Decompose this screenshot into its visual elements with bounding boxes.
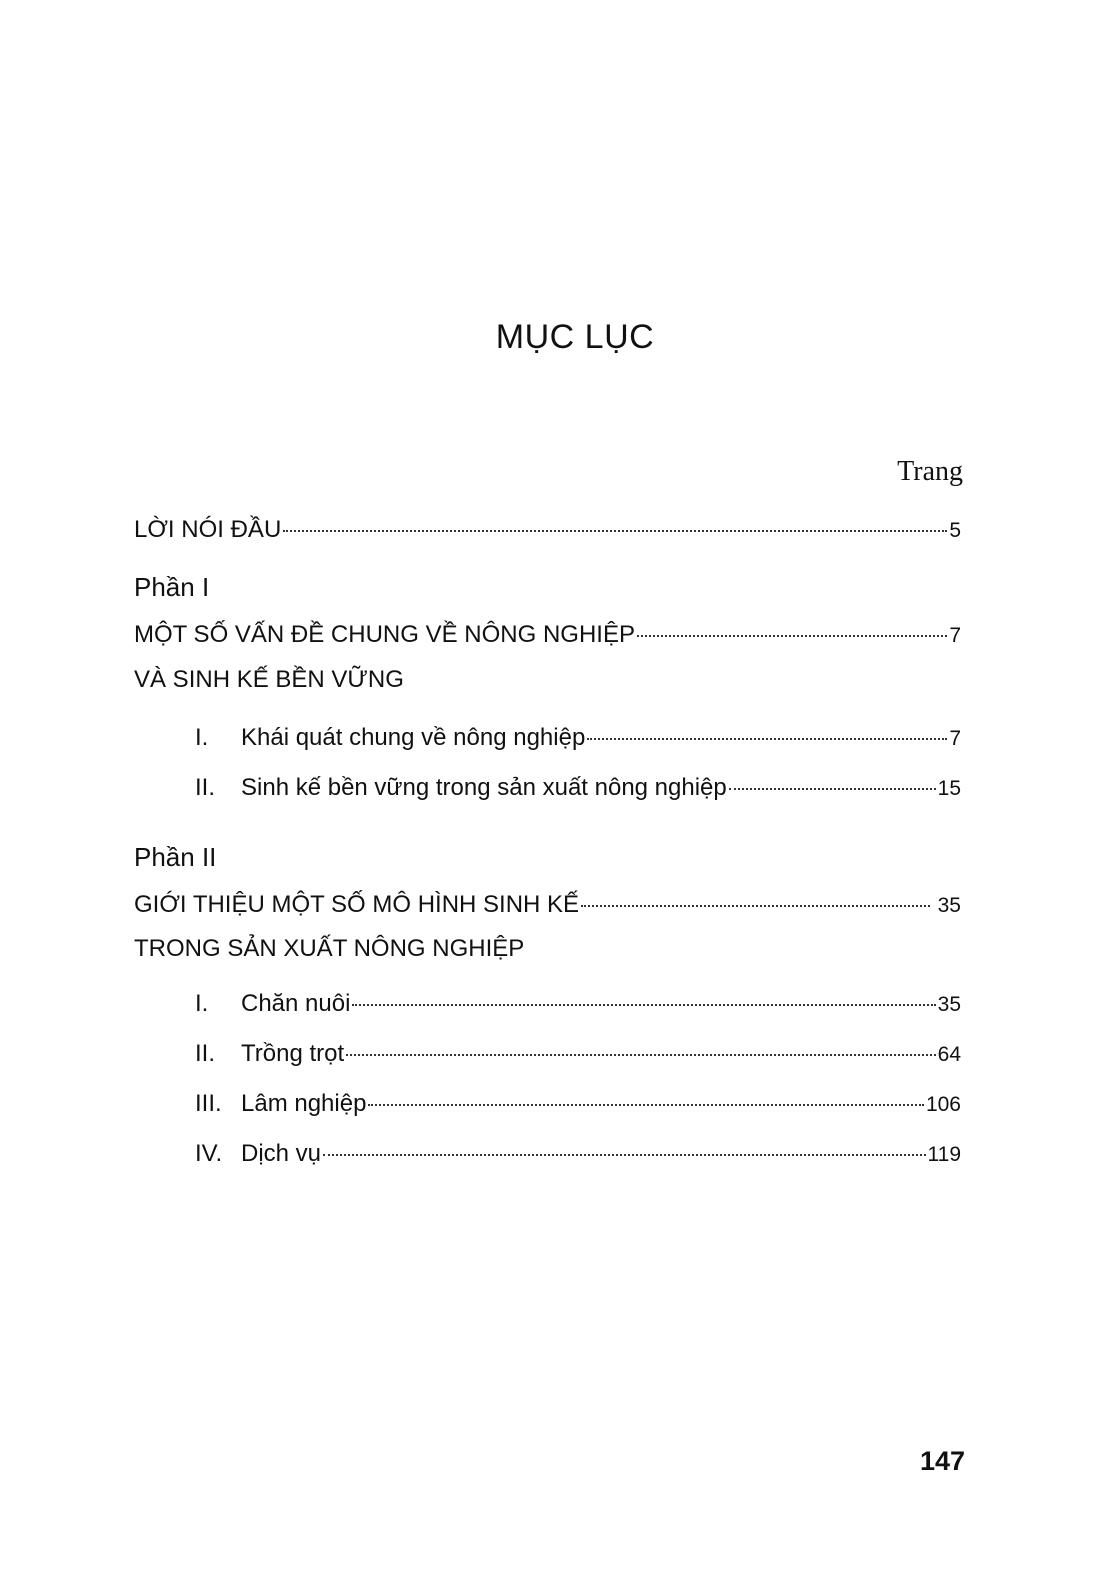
toc-entry-part2 — [134, 890, 961, 921]
dot-leader — [323, 1154, 925, 1156]
part-heading-2: Phần II — [134, 842, 217, 872]
toc-entry-text: Lâm nghiệp — [241, 1090, 367, 1117]
dot-leader — [368, 1104, 924, 1106]
toc-entry-text: Khái quát chung về nông nghiệp — [241, 724, 586, 751]
toc-item-number: I. — [195, 990, 209, 1017]
part-heading-1: Phần I — [134, 572, 210, 602]
page-title: MỤC LỤC — [495, 318, 655, 356]
toc-entry-part1 — [134, 620, 961, 651]
toc-entry-part2-item-4 — [195, 1139, 961, 1170]
dot-leader — [581, 905, 930, 907]
toc-entry-part1-item-2 — [195, 773, 961, 804]
toc-entry-text: GIỚI THIỆU MỘT SỐ MÔ HÌNH SINH KẾ — [134, 891, 580, 918]
toc-item-number: III. — [195, 1090, 222, 1117]
dot-leader — [346, 1054, 935, 1056]
page-number: 147 — [919, 1446, 965, 1476]
toc-item-number: I. — [195, 724, 209, 751]
page-column-label: Trang — [897, 456, 963, 487]
toc-entry-page: 7 — [949, 727, 961, 750]
toc-entry-part2-item-1 — [195, 989, 961, 1020]
dot-leader — [729, 788, 936, 790]
toc-entry-page: 15 — [937, 777, 961, 800]
toc-entry-preface — [134, 515, 961, 546]
toc-entry-text: MỘT SỐ VẤN ĐỀ CHUNG VỀ NÔNG NGHIỆP — [134, 621, 635, 648]
toc-entry-part2-item-3 — [195, 1089, 961, 1120]
toc-entry-page: 64 — [937, 1043, 961, 1066]
toc-entry-part1-item-1 — [195, 723, 961, 754]
toc-entry-text: Chăn nuôi — [241, 990, 351, 1017]
toc-entry-page: 5 — [949, 519, 961, 542]
toc-entry-text: Dịch vụ — [241, 1140, 322, 1167]
dot-leader — [637, 635, 947, 637]
toc-item-number: II. — [195, 774, 216, 801]
toc-item-number: II. — [195, 1040, 216, 1067]
toc-entry-page: 35 — [937, 993, 961, 1016]
dot-leader — [283, 530, 947, 532]
toc-entry-page: 119 — [927, 1143, 961, 1166]
toc-entry-page: 106 — [925, 1093, 961, 1116]
toc-entry-text: Trồng trọt — [241, 1040, 345, 1067]
toc-entry-page: 35 — [931, 894, 961, 917]
dot-leader — [587, 738, 947, 740]
toc-entry-page: 7 — [949, 624, 961, 647]
toc-entry-text: LỜI NÓI ĐẦU — [134, 516, 282, 543]
toc-entry-part1-line2: VÀ SINH KẾ BỀN VỮNG — [134, 666, 404, 693]
toc-entry-part2-item-2 — [195, 1039, 961, 1070]
toc-entry-text: Sinh kế bền vững trong sản xuất nông nghiệp — [241, 774, 727, 801]
toc-entry-part2-line2: TRONG SẢN XUẤT NÔNG NGHIỆP — [134, 935, 525, 962]
toc-item-number: IV. — [195, 1140, 223, 1167]
dot-leader — [352, 1004, 935, 1006]
